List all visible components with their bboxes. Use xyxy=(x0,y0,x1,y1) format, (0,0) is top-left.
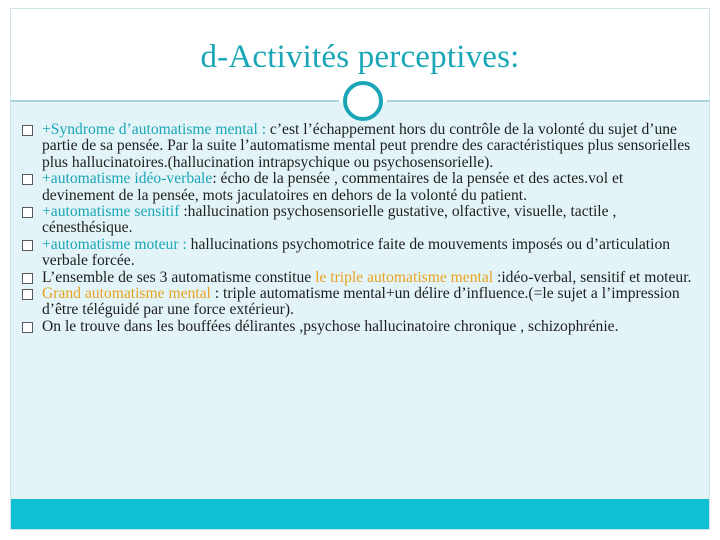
circle-ornament-icon xyxy=(343,81,383,121)
slide-title: d-Activités perceptives: xyxy=(200,39,520,75)
bullet-on-le-trouve xyxy=(20,319,692,335)
bullet-lead: +automatisme idéo-verbale xyxy=(42,170,213,188)
bullet-lead: +automatisme sensitif xyxy=(42,203,180,221)
bullet-text: On le trouve dans les bouffées délirantes ,psychose hallucinatoire chronique , schizophrénie. xyxy=(42,317,619,335)
bullet-lead: Grand automatisme mental xyxy=(42,285,211,303)
bullet-text: c’est l’échappement hors du contrôle de la volonté du sujet d’une partie de sa pensée. Par la suite l’automatisme mental peut prendre des caractéristiques plus sensorielles plus hallucinatoires.(hallucination intrapsychique ou psychosensorielle). xyxy=(42,121,691,171)
bullet-grand-automatisme xyxy=(20,286,692,319)
square-bullet-icon xyxy=(22,289,33,300)
bullet-text: hallucinations psychomotrice faite de mouvements imposés ou d’articulation verbale forcée. xyxy=(42,235,671,270)
bullet-text: : écho de la pensée , commentaires de la pensée et des actes.vol et devinement de la pensée, mots jaculatoires en dehors de la volonté du patient. xyxy=(42,170,624,204)
bullet-text: :hallucination psychosensorielle gustative, olfactive, visuelle, tactile , cénesthésique. xyxy=(42,203,617,237)
bullet-triple-automatisme xyxy=(20,270,692,286)
square-bullet-icon xyxy=(22,240,33,251)
square-bullet-icon xyxy=(22,174,33,185)
bullet-list xyxy=(20,122,692,335)
bullet-lead: +automatisme moteur : xyxy=(42,235,187,253)
bottom-band xyxy=(11,499,709,529)
bullet-lead: +Syndrome d’automatisme mental : xyxy=(42,121,267,138)
bullet-highlight: le triple automatisme mental xyxy=(315,268,494,286)
divider-right xyxy=(387,100,709,102)
bullet-sensitif xyxy=(20,204,692,237)
square-bullet-icon xyxy=(22,207,33,218)
bullet-moteur xyxy=(20,237,692,270)
divider-left xyxy=(11,100,339,102)
bullet-text: :idéo-verbal, sensitif et moteur. xyxy=(493,268,692,286)
bullet-ideo-verbale xyxy=(20,171,692,204)
bullet-syndrome-automatisme xyxy=(20,122,692,171)
square-bullet-icon xyxy=(22,125,33,136)
square-bullet-icon xyxy=(22,273,33,284)
square-bullet-icon xyxy=(22,322,33,333)
bullet-text: L’ensemble de ses 3 automatisme constitue xyxy=(42,268,316,286)
bullet-text: : triple automatisme mental+un délire d’influence.(=le sujet a l’impression d’être téléguidé par une force extérieur). xyxy=(42,285,680,319)
